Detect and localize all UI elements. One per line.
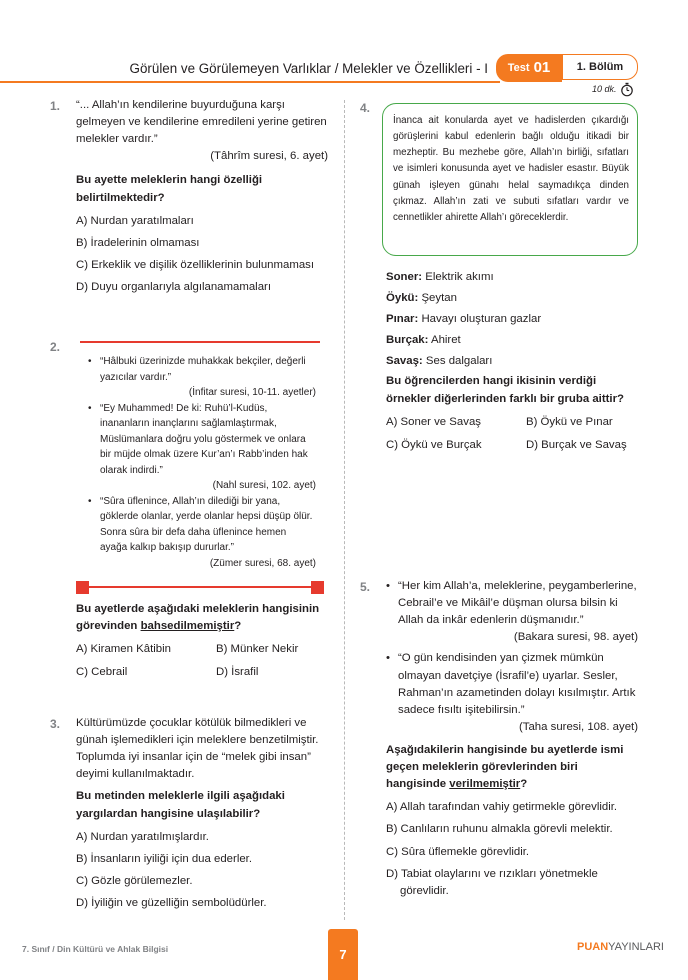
brand-suffix: YAYINLARI xyxy=(608,941,664,953)
option-b[interactable]: B) İradelerinin olmaması xyxy=(76,236,200,249)
student-item: Burçak: Ahiret xyxy=(386,334,461,347)
option-c[interactable]: C) Cebrail xyxy=(76,666,128,679)
question-5 xyxy=(386,578,638,905)
option-d[interactable]: D) Burçak ve Savaş xyxy=(526,438,627,451)
option-d[interactable]: D) İsrafil xyxy=(216,666,259,679)
info-box: İnanca ait konularda ayet ve hadislerden çıkardığı görüşlerini kabul edenlerin bağlı olduğu itikadi bir mezheptir. Bu mezhebe göre, Allah’ın birliği, sıfatları ve isimleri konusunda ayet ve hadisler esastır. Büyük günah işleyen günahı helal saymadıkça dinden çıkmaz. Allah’ın zati ve subuti sıfatları vardır ve cennetlikler ahirette Allah’ı göreceklerdir. xyxy=(382,103,638,256)
question-4 xyxy=(386,267,640,454)
student-item: Savaş: Ses dalgaları xyxy=(386,355,493,368)
option-c[interactable]: C) Sûra üflemekle görevlidir. xyxy=(386,845,530,858)
verse-source: (İnfitar suresi, 10-11. ayetler) xyxy=(188,387,316,398)
verse-item xyxy=(88,354,316,401)
option-d[interactable]: D) Duyu organlarıyla algılanamamaları xyxy=(76,280,271,293)
verse-item xyxy=(88,401,316,494)
option-a[interactable]: A) Allah tarafından vahiy getirmekle görevlidir. xyxy=(386,801,618,814)
question-3 xyxy=(76,715,328,917)
publisher-logo xyxy=(577,939,664,956)
options xyxy=(386,414,640,454)
options xyxy=(76,213,328,296)
brand-name: PUAN xyxy=(576,941,609,953)
question-number: 2. xyxy=(50,340,61,354)
page-number: 7 xyxy=(328,929,358,980)
verse-item xyxy=(386,578,638,646)
duration xyxy=(592,82,634,97)
verse-text: “Sûra üflenince, Allah’ın dilediği bir yana, göklerde olanlar, yerde olanlar hepsi düşüp ölür. Sonra sûra bir defa daha üflenince hemen ayağa kalkıp bakışıp dururlar.” xyxy=(100,495,313,553)
question-passage: Kültürümüzde çocuklar kötülük bilmedikleri ve günah işlemedikleri için meleklere benzetilmiştir. Toplumda iyi insanlar için de “melek gibi insan” deyimi kullanılmaktadır. xyxy=(76,717,319,781)
verse-text: “Ey Muhammed! De ki: Ruhü’l-Kudüs, inananların inançlarını sağlamlaştırmak, Müslümanlara doğru yolu göstermek ve onlara bir müjde olmak üzere Kur’an’ı Rabb’inden hak olarak indirdi.” xyxy=(100,402,308,476)
red-rule xyxy=(80,341,320,343)
verse-text: “O gün kendisinden yan çizmek mümkün olmayan davetçiye (İsrafil’e) uyarlar. Sesler, Rahman’ın azametinden dolayı kısılmıştır. Artık sadece fısıltı işitebilirsin.” xyxy=(398,652,636,716)
student-item: Soner: Elektrik akımı xyxy=(386,271,494,283)
test-number: 01 xyxy=(533,58,551,76)
question-number: 3. xyxy=(50,717,61,731)
option-a[interactable]: A) Kiramen Kâtibin xyxy=(76,643,171,656)
header-rule xyxy=(0,81,500,83)
question-text: Bu öğrencilerden hangi ikisinin verdiği örnekler diğerlerinden farklı bir gruba aittir? xyxy=(386,375,624,405)
question-text: Bu ayetlerde aşağıdaki meleklerin hangisinin görevinden bahsedilmemiştir? xyxy=(76,603,320,633)
verse-item xyxy=(88,494,316,572)
option-c[interactable]: C) Erkeklik ve dişilik özelliklerinin bulunmaması xyxy=(76,258,315,271)
option-c[interactable]: C) Gözle görülemezler. xyxy=(76,874,193,887)
student-list xyxy=(386,267,640,372)
question-2-verses xyxy=(88,354,316,571)
question-2 xyxy=(76,601,328,681)
verse-text: “Hâlbuki üzerinizde muhakkak bekçiler, değerli yazıcılar vardır.” xyxy=(100,356,306,383)
verse-source: (Bakara suresi, 98. ayet) xyxy=(513,631,638,644)
student-item: Öykü: Şeytan xyxy=(386,292,457,305)
option-c[interactable]: C) Öykü ve Burçak xyxy=(386,438,482,451)
column-divider xyxy=(344,100,345,920)
verse-text: “Her kim Allah’a, meleklerine, peygamberlerine, Cebrail’e ve Mikâil’e düşman olursa bilsin ki Allah da inkâr edenlerin düşmanıdır.” xyxy=(398,580,637,627)
section-badge: 1. Bölüm xyxy=(562,54,638,80)
red-divider xyxy=(76,581,324,594)
verse-source: (Nahl suresi, 102. ayet) xyxy=(212,480,316,491)
option-d[interactable]: D) İyiliğin ve güzelliğin sembolüdürler. xyxy=(76,896,267,909)
test-label: Test xyxy=(507,61,530,74)
question-text: Bu metinden meleklerle ilgili aşağıdaki yargılardan hangisine ulaşılabilir? xyxy=(76,790,285,820)
options xyxy=(76,829,328,912)
option-b[interactable]: B) Canlıların ruhunu almakla görevli melektir. xyxy=(386,823,613,836)
option-b[interactable]: B) Münker Nekir xyxy=(216,643,299,656)
option-b[interactable]: B) İnsanların iyiliği için dua ederler. xyxy=(76,852,253,865)
verse-item xyxy=(386,650,638,736)
option-a[interactable]: A) Nurdan yaratılmışlardır. xyxy=(76,830,209,843)
test-badge xyxy=(496,54,562,82)
verse-source: (Taha suresi, 108. ayet) xyxy=(518,720,638,733)
options xyxy=(386,799,638,900)
underlined-word: bahsedilmemiştir xyxy=(140,620,235,633)
options xyxy=(76,641,328,681)
option-b[interactable]: B) Öykü ve Pınar xyxy=(526,415,613,428)
verse-source: (Zümer suresi, 68. ayet) xyxy=(209,557,316,569)
question-text: Aşağıdakilerin hangisinde bu ayetlerde ismi geçen meleklerin görevlerinden biri hangisinde verilmemiştir? xyxy=(386,743,624,791)
question-1 xyxy=(76,97,328,301)
question-text: Bu ayette meleklerin hangi özelliği belirtilmektedir? xyxy=(76,174,263,204)
option-d[interactable]: D) Tabiat olaylarını ve rızıkları yönetmekle görevlidir. xyxy=(386,867,598,897)
question-number: 5. xyxy=(360,580,371,594)
duration-text: 10 dk. xyxy=(592,83,617,94)
page-title: Görülen ve Görülemeyen Varlıklar / Melekler ve Özellikleri - I xyxy=(129,61,488,76)
underlined-word: verilmemiştir xyxy=(449,778,521,791)
verse-list xyxy=(386,578,638,736)
student-item: Pınar: Havayı oluşturan gazlar xyxy=(386,313,542,326)
course-label: 7. Sınıf / Din Kültürü ve Ahlak Bilgisi xyxy=(22,944,169,954)
question-number: 1. xyxy=(50,99,61,113)
verse-quote: “... Allah’ın kendilerine buyurduğuna karşı gelmeyen ve kendilerine emredileni yerine getiren melekler vardır.” xyxy=(76,99,327,146)
option-a[interactable]: A) Soner ve Savaş xyxy=(386,415,481,428)
timer-icon xyxy=(620,82,634,97)
option-a[interactable]: A) Nurdan yaratılmaları xyxy=(76,214,194,227)
verse-source: (Tâhrîm suresi, 6. ayet) xyxy=(210,150,328,163)
question-number: 4. xyxy=(360,101,371,115)
